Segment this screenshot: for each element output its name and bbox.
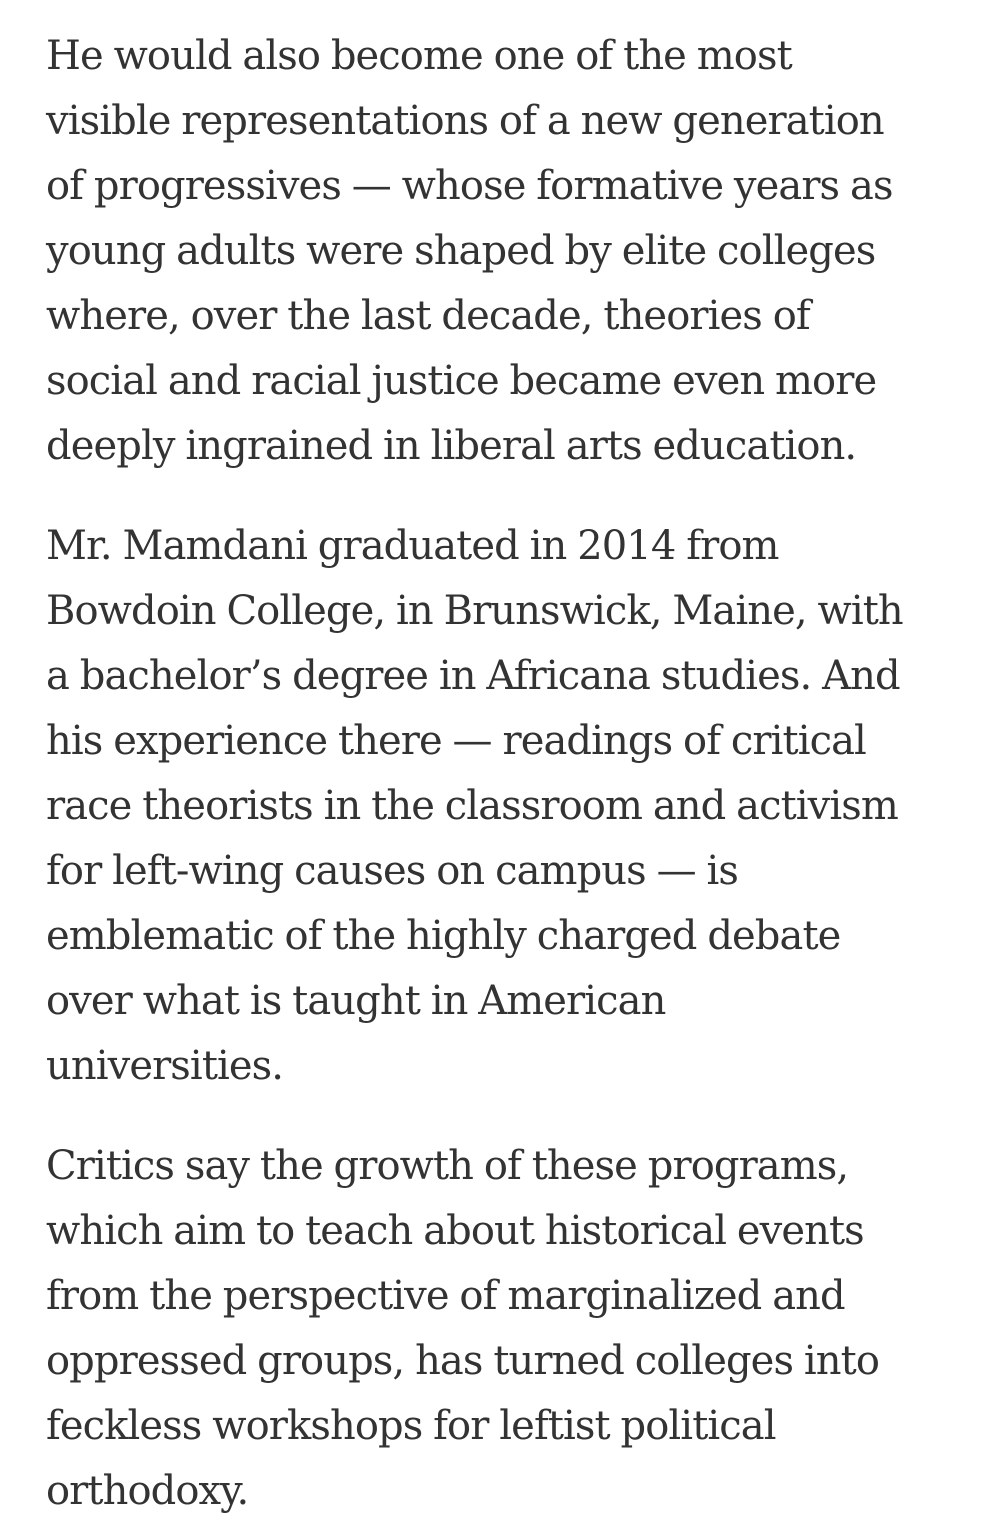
- text-line: of progressives — whose formative years as: [46, 163, 893, 209]
- paragraph-3: [46, 1134, 978, 1524]
- text-line: universities.: [46, 1043, 284, 1089]
- paragraph-2: [46, 514, 978, 1099]
- text-line: where, over the last decade, theories of: [46, 293, 810, 339]
- text-line: orthodoxy.: [46, 1468, 249, 1514]
- text-line: deeply ingrained in liberal arts education.: [46, 423, 857, 469]
- text-line: social and racial justice became even more: [46, 358, 877, 404]
- text-line: for left-wing causes on campus — is: [46, 848, 739, 894]
- text-line: young adults were shaped by elite colleges: [46, 228, 876, 274]
- text-line: Critics say the growth of these programs,: [46, 1143, 849, 1189]
- text-line: He would also become one of the most: [46, 33, 792, 79]
- text-line: Mr. Mamdani graduated in 2014 from: [46, 523, 779, 569]
- text-line: race theorists in the classroom and activism: [46, 783, 898, 829]
- text-line: which aim to teach about historical events: [46, 1208, 864, 1254]
- text-line: visible representations of a new generation: [46, 98, 884, 144]
- text-line: feckless workshops for leftist political: [46, 1403, 776, 1449]
- text-line: emblematic of the highly charged debate: [46, 913, 841, 959]
- text-line: oppressed groups, has turned colleges into: [46, 1338, 880, 1384]
- text-line: from the perspective of marginalized and: [46, 1273, 845, 1319]
- paragraph-1: [46, 24, 978, 479]
- text-line: his experience there — readings of critical: [46, 718, 866, 764]
- text-line: a bachelor’s degree in Africana studies. And: [46, 653, 900, 699]
- text-line: Bowdoin College, in Brunswick, Maine, with: [46, 588, 903, 634]
- text-line: over what is taught in American: [46, 978, 666, 1024]
